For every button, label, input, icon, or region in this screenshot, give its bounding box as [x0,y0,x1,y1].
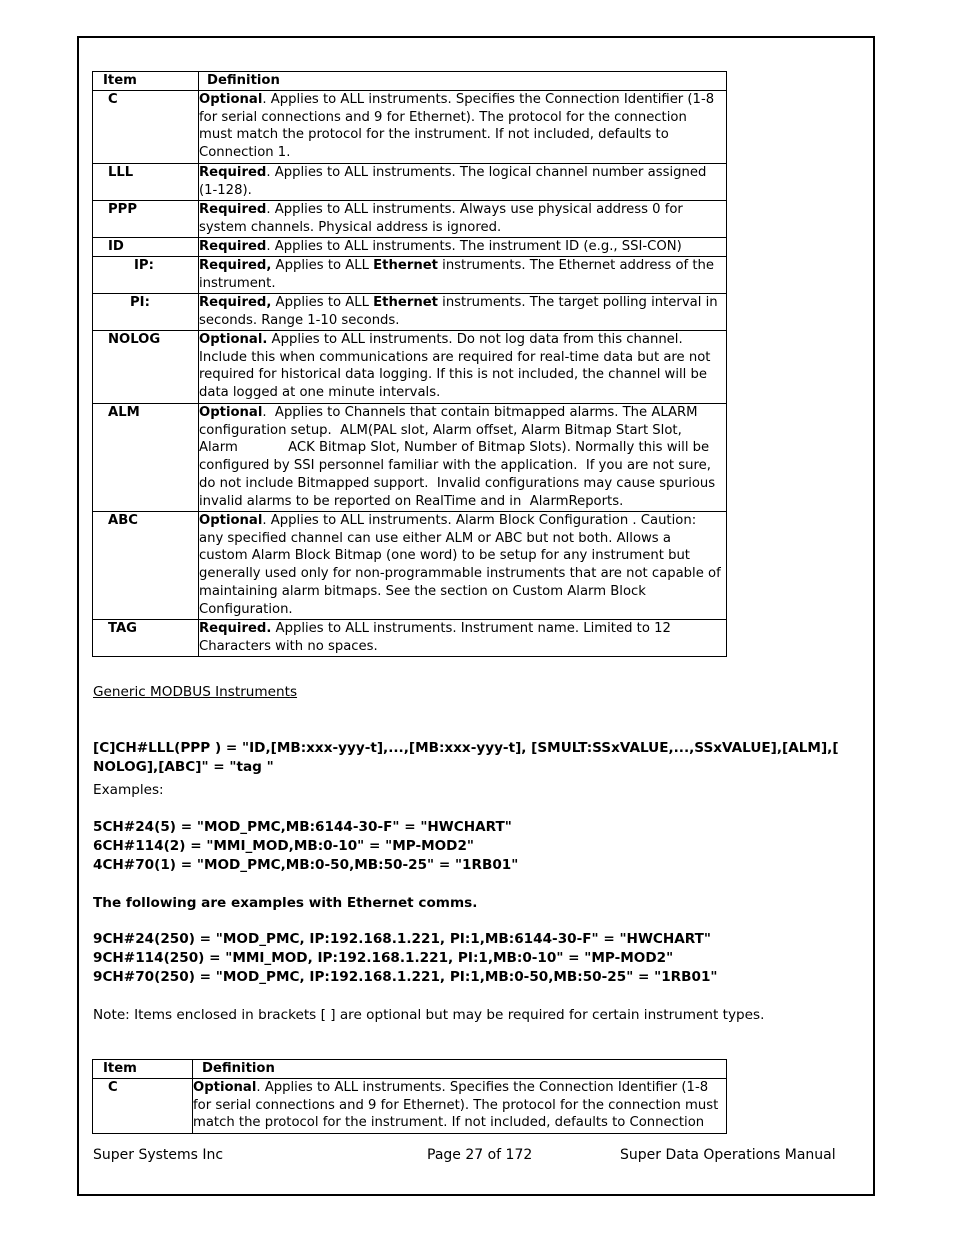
row-definition [199,619,727,656]
table-row [93,330,727,403]
definition-text: Applies to ALL instruments. Do not log data from this channel. Include this when communications are required for real-time data but are not required for historical data logging. If this is not included, the channel will be data logged at one minute intervals. [199,331,711,401]
definition-lead: Optional [199,404,263,420]
example-line: 6CH#114(2) = "MMI_MOD,MB:0-10" = "MP-MOD2" [93,838,475,854]
definition-table-1 [92,71,727,657]
row-key: C [93,90,199,163]
row-key: IP: [93,256,199,293]
row-key: ID [93,237,199,256]
examples-label: Examples: [93,782,164,798]
syntax-line: [C]CH#LLL(PPP ) = "ID,[MB:xxx-yyy-t],...,[MB:xxx-yyy-t], [SMULT:SSxVALUE,...,SSxVALUE],[ALM],[ [93,740,839,756]
definition-text: . Applies to ALL instruments. The instrument ID (e.g., SSI-CON) [266,238,682,254]
definition-lead: Required [199,164,267,180]
ethernet-example-line: 9CH#114(250) = "MMI_MOD, IP:192.168.1.221, PI:1,MB:0-10" = "MP-MOD2" [93,950,674,966]
footer-document-title: Super Data Operations Manual [620,1147,836,1163]
table-row [93,237,727,256]
ethernet-heading: The following are examples with Ethernet comms. [93,895,478,911]
definition-text: . Applies to ALL instruments. Specifies the Connection Identifier (1-8 for serial connections and 9 for Ethernet). The protocol for the connection must match the protocol for the instrument. If not included, defaults to Connection 1. [199,91,715,161]
definition-lead: Required. [199,620,272,636]
ethernet-example-line: 9CH#24(250) = "MOD_PMC, IP:192.168.1.221, PI:1,MB:6144-30-F" = "HWCHART" [93,931,712,947]
table-header-row [93,72,727,91]
section-heading: Generic MODBUS Instruments [93,684,298,700]
example-line: 4CH#70(1) = "MOD_PMC,MB:0-50,MB:50-25" = "1RB01" [93,857,519,873]
definition-lead: Required, [199,294,272,310]
definition-text: instruments. The target polling interval in seconds. Range 1-10 seconds. [199,294,718,328]
row-key: PPP [93,200,199,237]
definition-text: . Applies to ALL instruments. Specifies the Connection Identifier (1-8 for serial connections and 9 for Ethernet). The protocol for the connection must match the protocol for the instrument. If not included, defaults to Connection [193,1079,719,1131]
row-definition [199,163,727,200]
ethernet-example-line: 9CH#70(250) = "MOD_PMC, IP:192.168.1.221, PI:1,MB:0-50,MB:50-25" = "1RB01" [93,969,718,985]
table-row [93,403,727,511]
note-text: Note: Items enclosed in brackets [ ] are optional but may be required for certain instrument types. [93,1007,765,1023]
row-definition [199,403,727,511]
row-definition [199,90,727,163]
row-definition [199,237,727,256]
definition-text: Applies to ALL instruments. Instrument name. Limited to 12 Characters with no spaces. [199,620,671,654]
row-definition [193,1078,727,1133]
header-definition: Definition [199,72,727,91]
table-row [93,90,727,163]
definition-lead: Required [199,201,267,217]
definition-text: Applies to ALL [271,294,374,310]
definition-emphasis: Ethernet [373,257,438,273]
definition-lead: Required, [199,257,272,273]
syntax-line: NOLOG],[ABC]" = "tag " [93,759,274,775]
row-key: NOLOG [93,330,199,403]
row-definition [199,293,727,330]
table-row [93,256,727,293]
row-key: C [93,1078,193,1133]
table-row [93,293,727,330]
table-row [93,511,727,619]
table-row [93,1078,727,1133]
definition-lead: Optional. [199,331,268,347]
row-definition [199,200,727,237]
definition-text: instruments. The Ethernet address of the instrument. [199,257,715,291]
row-definition [199,256,727,293]
definition-lead: Optional [193,1079,257,1095]
row-key: LLL [93,163,199,200]
header-item: Item [93,1060,193,1079]
table-row [93,200,727,237]
row-key: ALM [93,403,199,511]
definition-text: . Applies to ALL instruments. Alarm Block Configuration . Caution: any specified channel can use either ALM or ABC but not both. Allows a custom Alarm Block Bitmap (one word) to be setup for any instrument but generally used only for non-programmable instruments that are not capable of maintaining alarm bitmaps. See the section on Custom Alarm Block Configuration. [199,512,721,617]
definition-text: . Applies to ALL instruments. Always use physical address 0 for system channels. Physical address is ignored. [199,201,683,235]
header-item: Item [93,72,199,91]
definition-lead: Optional [199,91,263,107]
table-row [93,619,727,656]
definition-table-2 [92,1059,727,1134]
table-header-row [93,1060,727,1079]
example-line: 5CH#24(5) = "MOD_PMC,MB:6144-30-F" = "HWCHART" [93,819,512,835]
row-definition [199,330,727,403]
definition-text: . Applies to Channels that contain bitmapped alarms. The ALARM configuration setup. ALM(PAL slot, Alarm offset, Alarm Bitmap Start Slot, Alarm ACK Bitmap Slot, Number of Bitmap Slots). Normally this will be configured by SSI personnel familiar with the application. If you are not sure, do not include Bitmapped support. Invalid configurations may cause spurious invalid alarms to be reported on RealTime and in AlarmReports. [199,404,720,509]
row-key: PI: [93,293,199,330]
definition-text: . Applies to ALL instruments. The logical channel number assigned (1-128). [199,164,707,198]
definition-lead: Required [199,238,267,254]
row-definition [199,511,727,619]
footer-company: Super Systems Inc [93,1147,224,1163]
definition-emphasis: Ethernet [373,294,438,310]
header-definition: Definition [193,1060,727,1079]
definition-text: Applies to ALL [271,257,374,273]
footer-page-number: Page 27 of 172 [427,1147,533,1163]
definition-lead: Optional [199,512,263,528]
row-key: TAG [93,619,199,656]
row-key: ABC [93,511,199,619]
table-row [93,163,727,200]
